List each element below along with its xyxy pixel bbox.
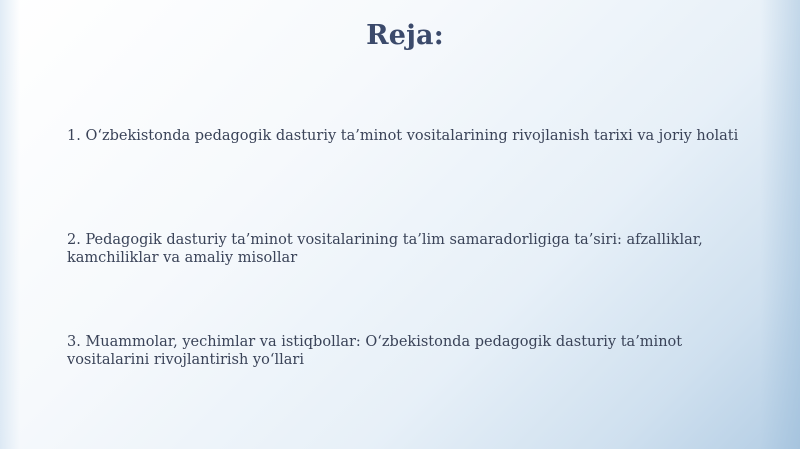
decorative-edge-right: [760, 0, 800, 449]
decorative-edge-left: [0, 0, 20, 449]
plan-item-3: 3. Muammolar, yechimlar va istiqbollar: O‘zbekistonda pedagogik dasturiy ta’minot vositalarini rivojlantirish yo‘llari: [67, 334, 683, 368]
plan-item-2: 2. Pedagogik dasturiy ta’minot vositalarining ta’lim samaradorligiga ta’siri: afzalliklar, kamchiliklar va amaliy misollar: [67, 232, 703, 266]
slide-title: Reja:: [366, 20, 444, 51]
plan-item-1: 1. O‘zbekistonda pedagogik dasturiy ta’minot vositalarining rivojlanish tarixi va joriy holati: [67, 128, 739, 144]
